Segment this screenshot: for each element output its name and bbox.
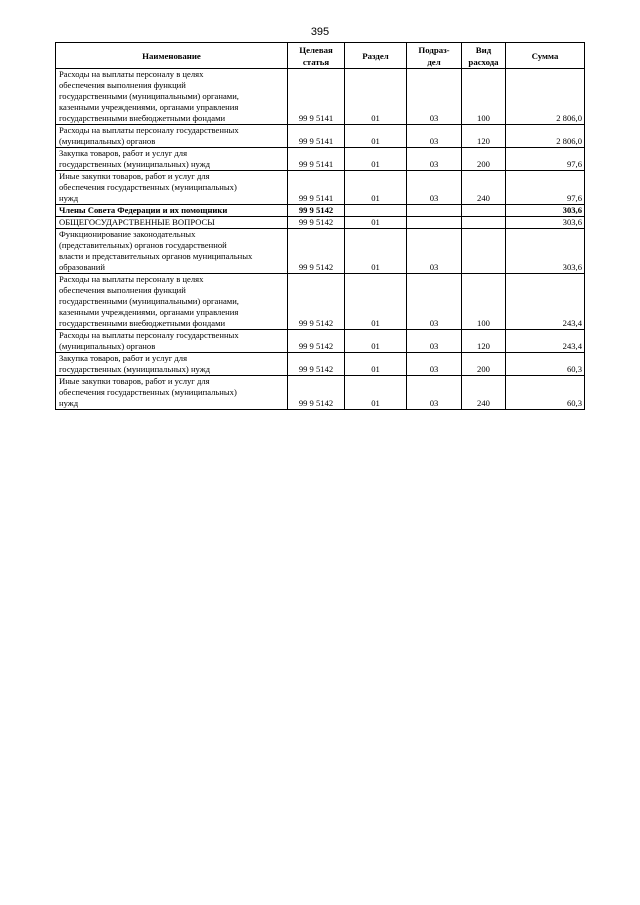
cell-type: 200 bbox=[462, 148, 506, 171]
cell-amount: 97,6 bbox=[506, 148, 585, 171]
table-row bbox=[56, 274, 585, 330]
cell-target: 99 9 5142 bbox=[288, 330, 345, 353]
cell-subsection: 03 bbox=[407, 376, 462, 410]
cell-name-line: Члены Совета Федерации и их помощники bbox=[59, 205, 228, 215]
table-row bbox=[56, 330, 585, 353]
cell-subsection: 03 bbox=[407, 69, 462, 125]
cell-name-line: государственных (муниципальных) нужд bbox=[59, 159, 211, 169]
header-amount: Сумма bbox=[506, 43, 585, 69]
cell-target: 99 9 5142 bbox=[288, 353, 345, 376]
cell-name-line: государственными (муниципальными) органами, bbox=[59, 296, 239, 306]
cell-name bbox=[56, 217, 288, 229]
table-row bbox=[56, 229, 585, 274]
cell-type: 120 bbox=[462, 125, 506, 148]
cell-target: 99 9 5141 bbox=[288, 69, 345, 125]
cell-name bbox=[56, 205, 288, 217]
cell-subsection: 03 bbox=[407, 274, 462, 330]
cell-section: 01 bbox=[345, 274, 407, 330]
cell-amount: 303,6 bbox=[506, 217, 585, 229]
cell-section: 01 bbox=[345, 69, 407, 125]
header-target-article: Целевая статья bbox=[288, 43, 345, 69]
cell-type: 200 bbox=[462, 353, 506, 376]
cell-type: 240 bbox=[462, 171, 506, 205]
cell-target: 99 9 5142 bbox=[288, 217, 345, 229]
cell-subsection bbox=[407, 205, 462, 217]
cell-name-line: государственными внебюджетными фондами bbox=[59, 113, 226, 123]
cell-name bbox=[56, 330, 288, 353]
cell-target: 99 9 5142 bbox=[288, 229, 345, 274]
cell-name-line: (представительных) органов государственной bbox=[59, 240, 227, 250]
table-row bbox=[56, 125, 585, 148]
cell-subsection: 03 bbox=[407, 330, 462, 353]
cell-type bbox=[462, 217, 506, 229]
cell-name-line: (муниципальных) органов bbox=[59, 341, 156, 351]
cell-section: 01 bbox=[345, 171, 407, 205]
cell-name-line: обеспечения выполнения функций bbox=[59, 80, 186, 90]
table-body bbox=[56, 69, 585, 410]
cell-target: 99 9 5142 bbox=[288, 205, 345, 217]
cell-section: 01 bbox=[345, 125, 407, 148]
cell-amount: 97,6 bbox=[506, 171, 585, 205]
table-row bbox=[56, 148, 585, 171]
cell-name-line: власти и представительных органов муниципальных bbox=[59, 251, 253, 261]
cell-type: 240 bbox=[462, 376, 506, 410]
header-section: Раздел bbox=[345, 43, 407, 69]
cell-amount: 243,4 bbox=[506, 274, 585, 330]
cell-amount: 303,6 bbox=[506, 205, 585, 217]
cell-name-line: государственных (муниципальных) нужд bbox=[59, 364, 211, 374]
cell-name bbox=[56, 171, 288, 205]
cell-name-line: Закупка товаров, работ и услуг для bbox=[59, 148, 188, 158]
cell-target: 99 9 5142 bbox=[288, 376, 345, 410]
cell-name-line: обеспечения выполнения функций bbox=[59, 285, 186, 295]
cell-name-line: Расходы на выплаты персоналу в целях bbox=[59, 274, 204, 284]
cell-subsection: 03 bbox=[407, 148, 462, 171]
cell-type: 100 bbox=[462, 274, 506, 330]
cell-name-line: казенными учреждениями, органами управления bbox=[59, 307, 239, 317]
cell-type bbox=[462, 205, 506, 217]
cell-name-line: Расходы на выплаты персоналу государственных bbox=[59, 125, 239, 135]
cell-subsection: 03 bbox=[407, 229, 462, 274]
cell-name bbox=[56, 148, 288, 171]
cell-name-line: ОБЩЕГОСУДАРСТВЕННЫЕ ВОПРОСЫ bbox=[59, 217, 215, 227]
table-row bbox=[56, 205, 585, 217]
cell-name-line: Иные закупки товаров, работ и услуг для bbox=[59, 376, 210, 386]
cell-name-line: нужд bbox=[59, 398, 79, 408]
header-subsection: Подраз- дел bbox=[407, 43, 462, 69]
cell-subsection: 03 bbox=[407, 353, 462, 376]
cell-section: 01 bbox=[345, 229, 407, 274]
header-expense-type: Вид расхода bbox=[462, 43, 506, 69]
cell-target: 99 9 5141 bbox=[288, 148, 345, 171]
cell-target: 99 9 5141 bbox=[288, 125, 345, 148]
cell-name-line: государственными внебюджетными фондами bbox=[59, 318, 226, 328]
cell-name-line: нужд bbox=[59, 193, 79, 203]
cell-section: 01 bbox=[345, 148, 407, 171]
table-row bbox=[56, 171, 585, 205]
cell-section: 01 bbox=[345, 353, 407, 376]
cell-name-line: Функционирование законодательных bbox=[59, 229, 196, 239]
cell-amount: 60,3 bbox=[506, 376, 585, 410]
cell-name bbox=[56, 274, 288, 330]
cell-type: 100 bbox=[462, 69, 506, 125]
cell-name-line: образований bbox=[59, 262, 105, 272]
table-row bbox=[56, 376, 585, 410]
cell-section: 01 bbox=[345, 376, 407, 410]
cell-name bbox=[56, 353, 288, 376]
cell-name-line: Расходы на выплаты персоналу государственных bbox=[59, 330, 239, 340]
table-row bbox=[56, 69, 585, 125]
table-header-row bbox=[56, 43, 585, 69]
cell-type: 120 bbox=[462, 330, 506, 353]
cell-name-line: казенными учреждениями, органами управления bbox=[59, 102, 239, 112]
cell-amount: 2 806,0 bbox=[506, 69, 585, 125]
cell-target: 99 9 5141 bbox=[288, 171, 345, 205]
cell-name-line: Расходы на выплаты персоналу в целях bbox=[59, 69, 204, 79]
cell-name-line: обеспечения государственных (муниципальных) bbox=[59, 387, 237, 397]
cell-name bbox=[56, 69, 288, 125]
cell-amount: 60,3 bbox=[506, 353, 585, 376]
cell-name-line: обеспечения государственных (муниципальных) bbox=[59, 182, 237, 192]
cell-name bbox=[56, 125, 288, 148]
cell-subsection bbox=[407, 217, 462, 229]
cell-name-line: Закупка товаров, работ и услуг для bbox=[59, 353, 188, 363]
cell-name bbox=[56, 229, 288, 274]
cell-name-line: государственными (муниципальными) органами, bbox=[59, 91, 239, 101]
cell-amount: 303,6 bbox=[506, 229, 585, 274]
cell-name-line: (муниципальных) органов bbox=[59, 136, 156, 146]
cell-amount: 243,4 bbox=[506, 330, 585, 353]
cell-name-line: Иные закупки товаров, работ и услуг для bbox=[59, 171, 210, 181]
cell-target: 99 9 5142 bbox=[288, 274, 345, 330]
header-name: Наименование bbox=[56, 43, 288, 69]
cell-section bbox=[345, 205, 407, 217]
cell-subsection: 03 bbox=[407, 171, 462, 205]
table-row bbox=[56, 353, 585, 376]
cell-name bbox=[56, 376, 288, 410]
cell-section: 01 bbox=[345, 330, 407, 353]
table-row bbox=[56, 217, 585, 229]
cell-amount: 2 806,0 bbox=[506, 125, 585, 148]
cell-type bbox=[462, 229, 506, 274]
budget-table bbox=[55, 42, 585, 410]
page-number: 395 bbox=[310, 26, 330, 38]
cell-subsection: 03 bbox=[407, 125, 462, 148]
cell-section: 01 bbox=[345, 217, 407, 229]
